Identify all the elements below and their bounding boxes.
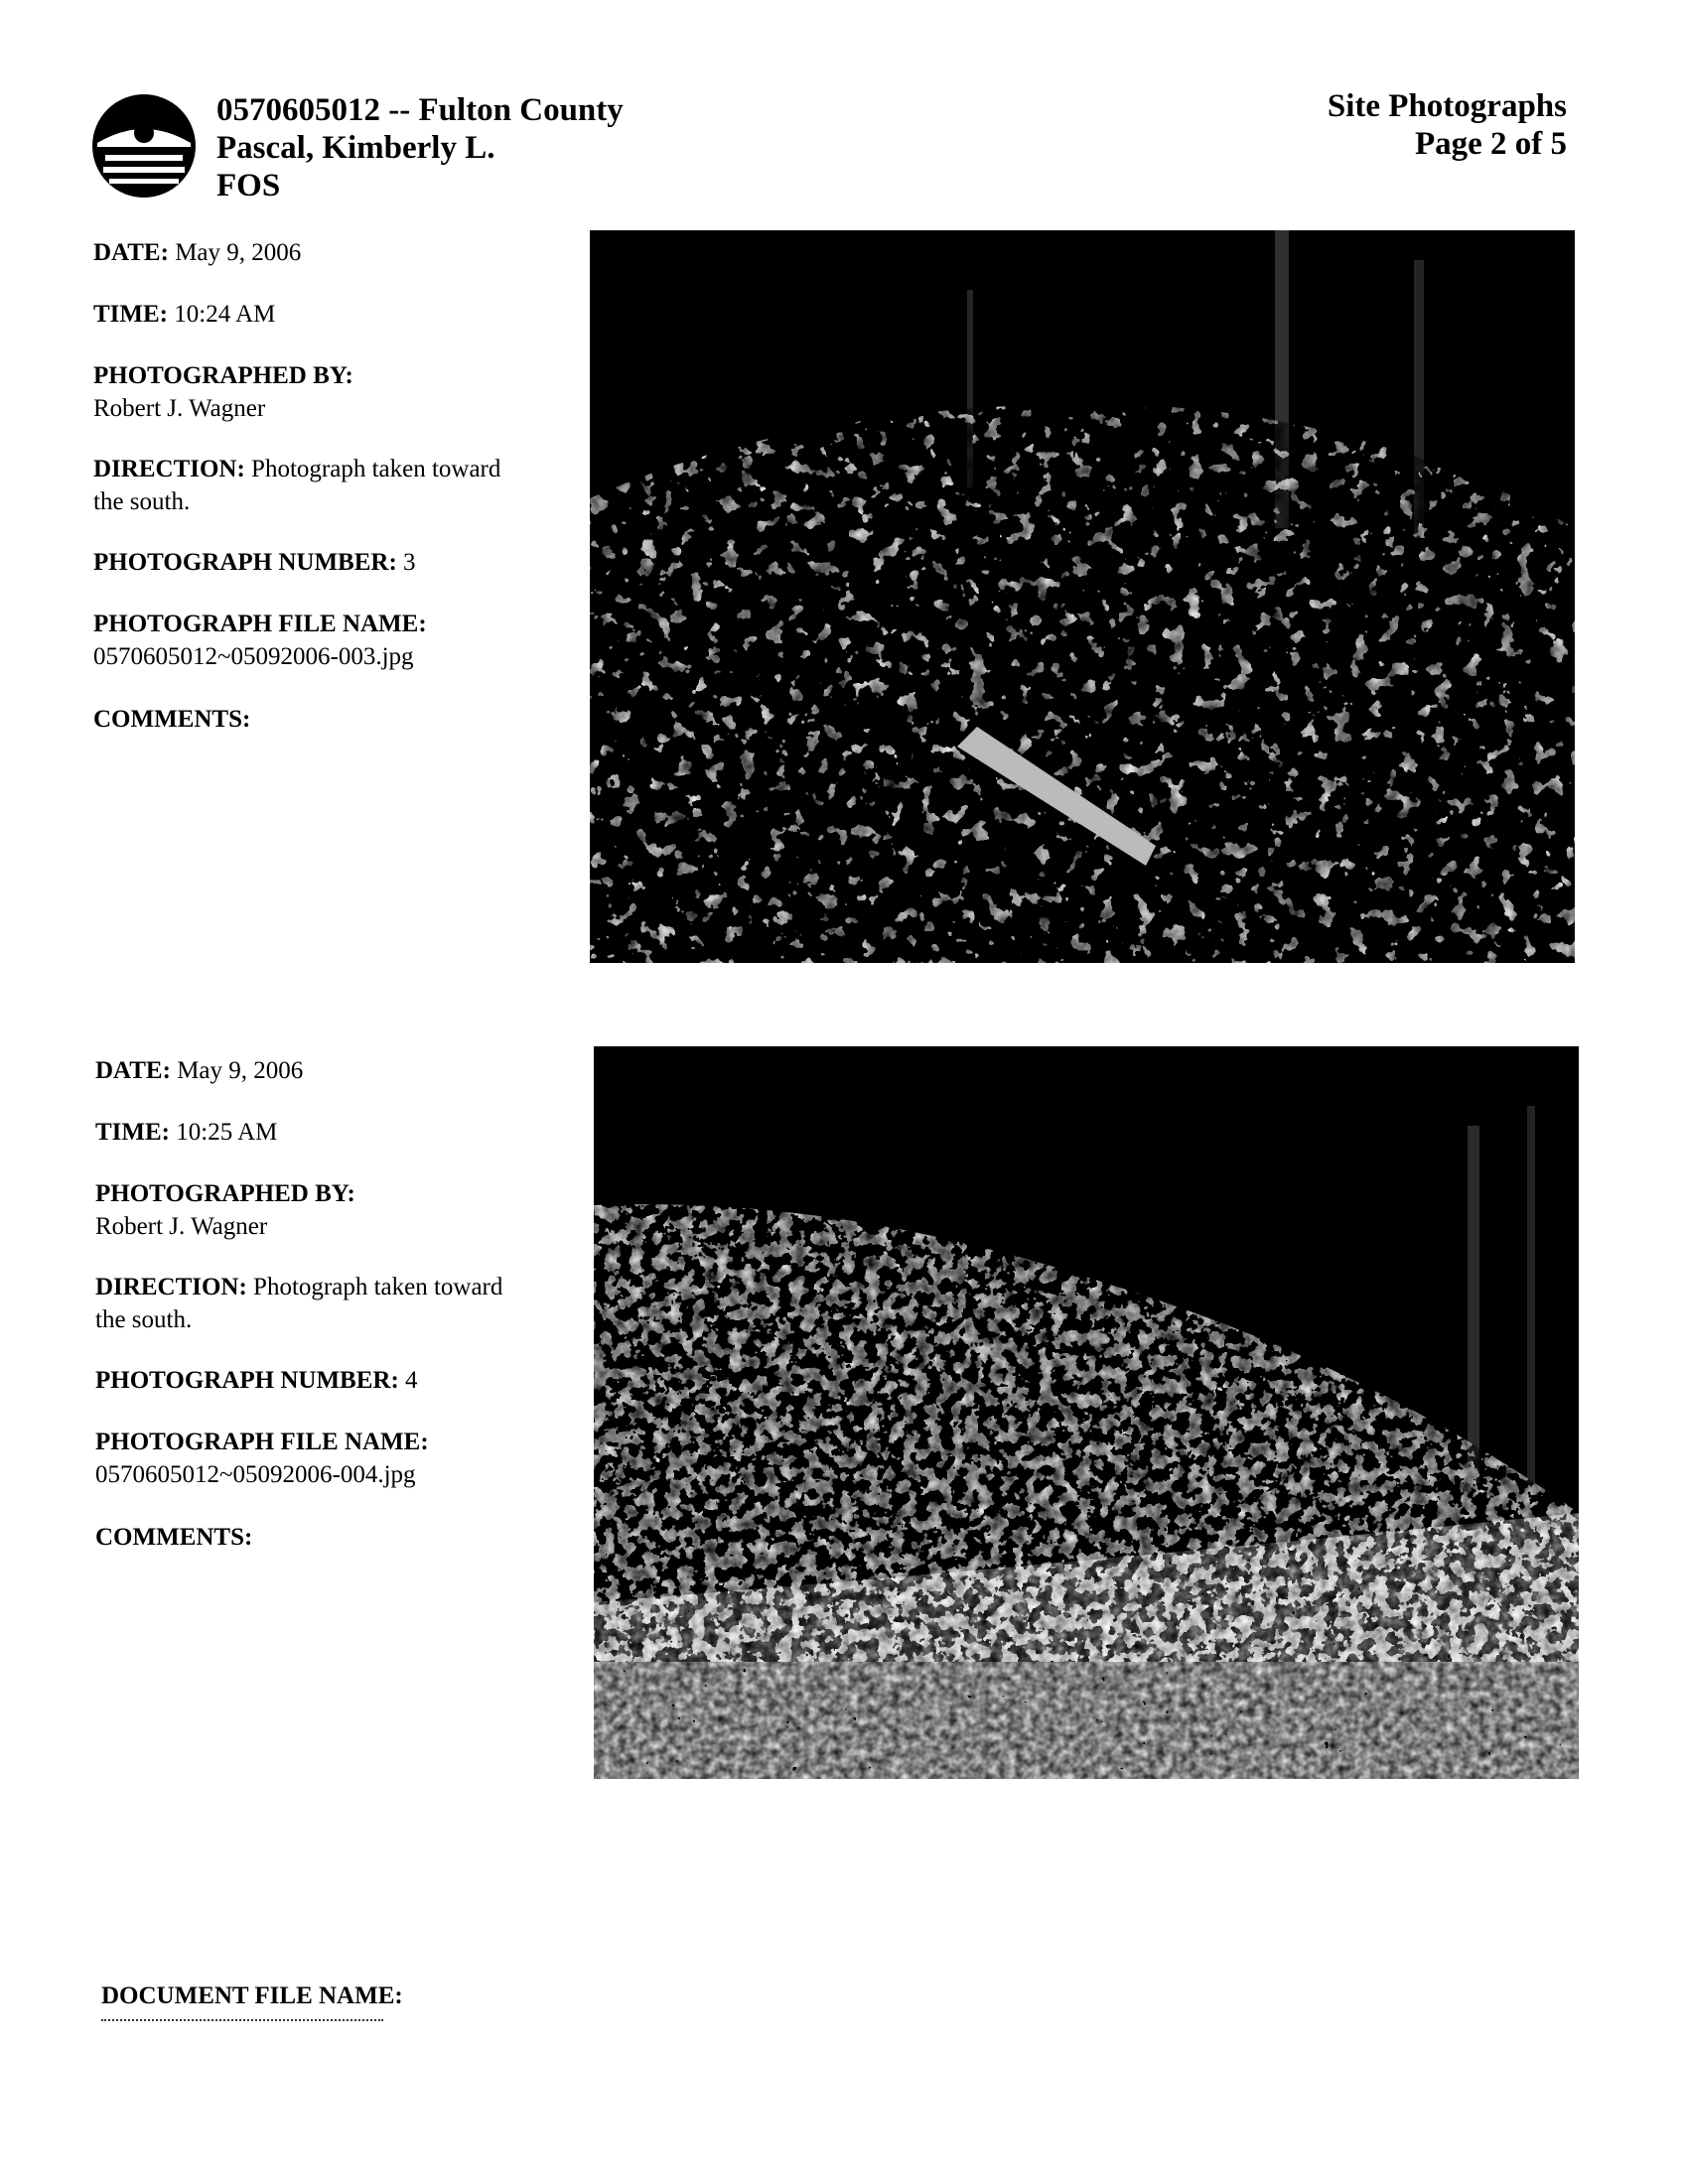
direction-value-line2: the south. xyxy=(93,488,191,515)
comments-label: COMMENTS: xyxy=(93,706,251,733)
header-page-info xyxy=(1328,87,1567,163)
photographer-value: Robert J. Wagner xyxy=(95,1213,268,1240)
photo-file-field xyxy=(93,608,427,673)
photographer-field xyxy=(95,1177,355,1243)
time-label: TIME: xyxy=(93,301,168,328)
photo-number-value: 4 xyxy=(405,1367,418,1394)
program-code: FOS xyxy=(216,168,281,204)
comments-field xyxy=(95,1521,252,1554)
photo-file-value: 0570605012~05092006-003.jpg xyxy=(93,643,414,670)
document-file-field xyxy=(101,1979,403,2012)
header-info xyxy=(216,91,624,205)
direction-field xyxy=(93,453,500,518)
photographer-label: PHOTOGRAPHED BY: xyxy=(93,362,353,389)
time-field xyxy=(95,1116,277,1149)
contact-name: Pascal, Kimberly L. xyxy=(216,130,495,166)
date-field xyxy=(93,236,301,269)
direction-label: DIRECTION: xyxy=(95,1274,247,1300)
photo-file-value: 0570605012~05092006-004.jpg xyxy=(95,1461,416,1488)
photo-file-label: PHOTOGRAPH FILE NAME: xyxy=(95,1429,429,1455)
direction-field xyxy=(95,1271,502,1336)
site-photo-4 xyxy=(594,1046,1579,1779)
time-value: 10:24 AM xyxy=(174,301,276,328)
photographer-label: PHOTOGRAPHED BY: xyxy=(95,1180,355,1207)
document-file-label: DOCUMENT FILE NAME: xyxy=(101,1982,403,2009)
direction-label: DIRECTION: xyxy=(93,456,245,482)
date-value: May 9, 2006 xyxy=(175,239,302,266)
photo-file-field xyxy=(95,1426,429,1491)
comments-field xyxy=(93,703,250,736)
direction-value-line1: Photograph taken toward xyxy=(251,456,501,482)
direction-value-line2: the south. xyxy=(95,1306,193,1333)
photo-file-label: PHOTOGRAPH FILE NAME: xyxy=(93,611,427,637)
page-number: Page 2 of 5 xyxy=(1414,126,1567,162)
sun-over-water-logo-icon xyxy=(91,93,197,199)
time-value: 10:25 AM xyxy=(176,1119,278,1146)
site-id-county: 0570605012 -- Fulton County xyxy=(216,92,624,128)
truncated-file-name xyxy=(101,2019,383,2025)
site-photo-3 xyxy=(590,230,1575,963)
date-label: DATE: xyxy=(95,1057,171,1084)
photo-number-value: 3 xyxy=(403,549,416,576)
photo-number-label: PHOTOGRAPH NUMBER: xyxy=(95,1367,399,1394)
photographer-field xyxy=(93,359,353,425)
date-field xyxy=(95,1054,303,1087)
direction-value-line1: Photograph taken toward xyxy=(253,1274,503,1300)
photo-number-label: PHOTOGRAPH NUMBER: xyxy=(93,549,397,576)
photographer-value: Robert J. Wagner xyxy=(93,395,266,422)
comments-label: COMMENTS: xyxy=(95,1524,253,1551)
photo-number-field xyxy=(95,1364,418,1397)
time-field xyxy=(93,298,275,331)
date-label: DATE: xyxy=(93,239,169,266)
date-value: May 9, 2006 xyxy=(177,1057,304,1084)
photo-number-field xyxy=(93,546,416,579)
time-label: TIME: xyxy=(95,1119,170,1146)
document-title: Site Photographs xyxy=(1327,88,1567,124)
